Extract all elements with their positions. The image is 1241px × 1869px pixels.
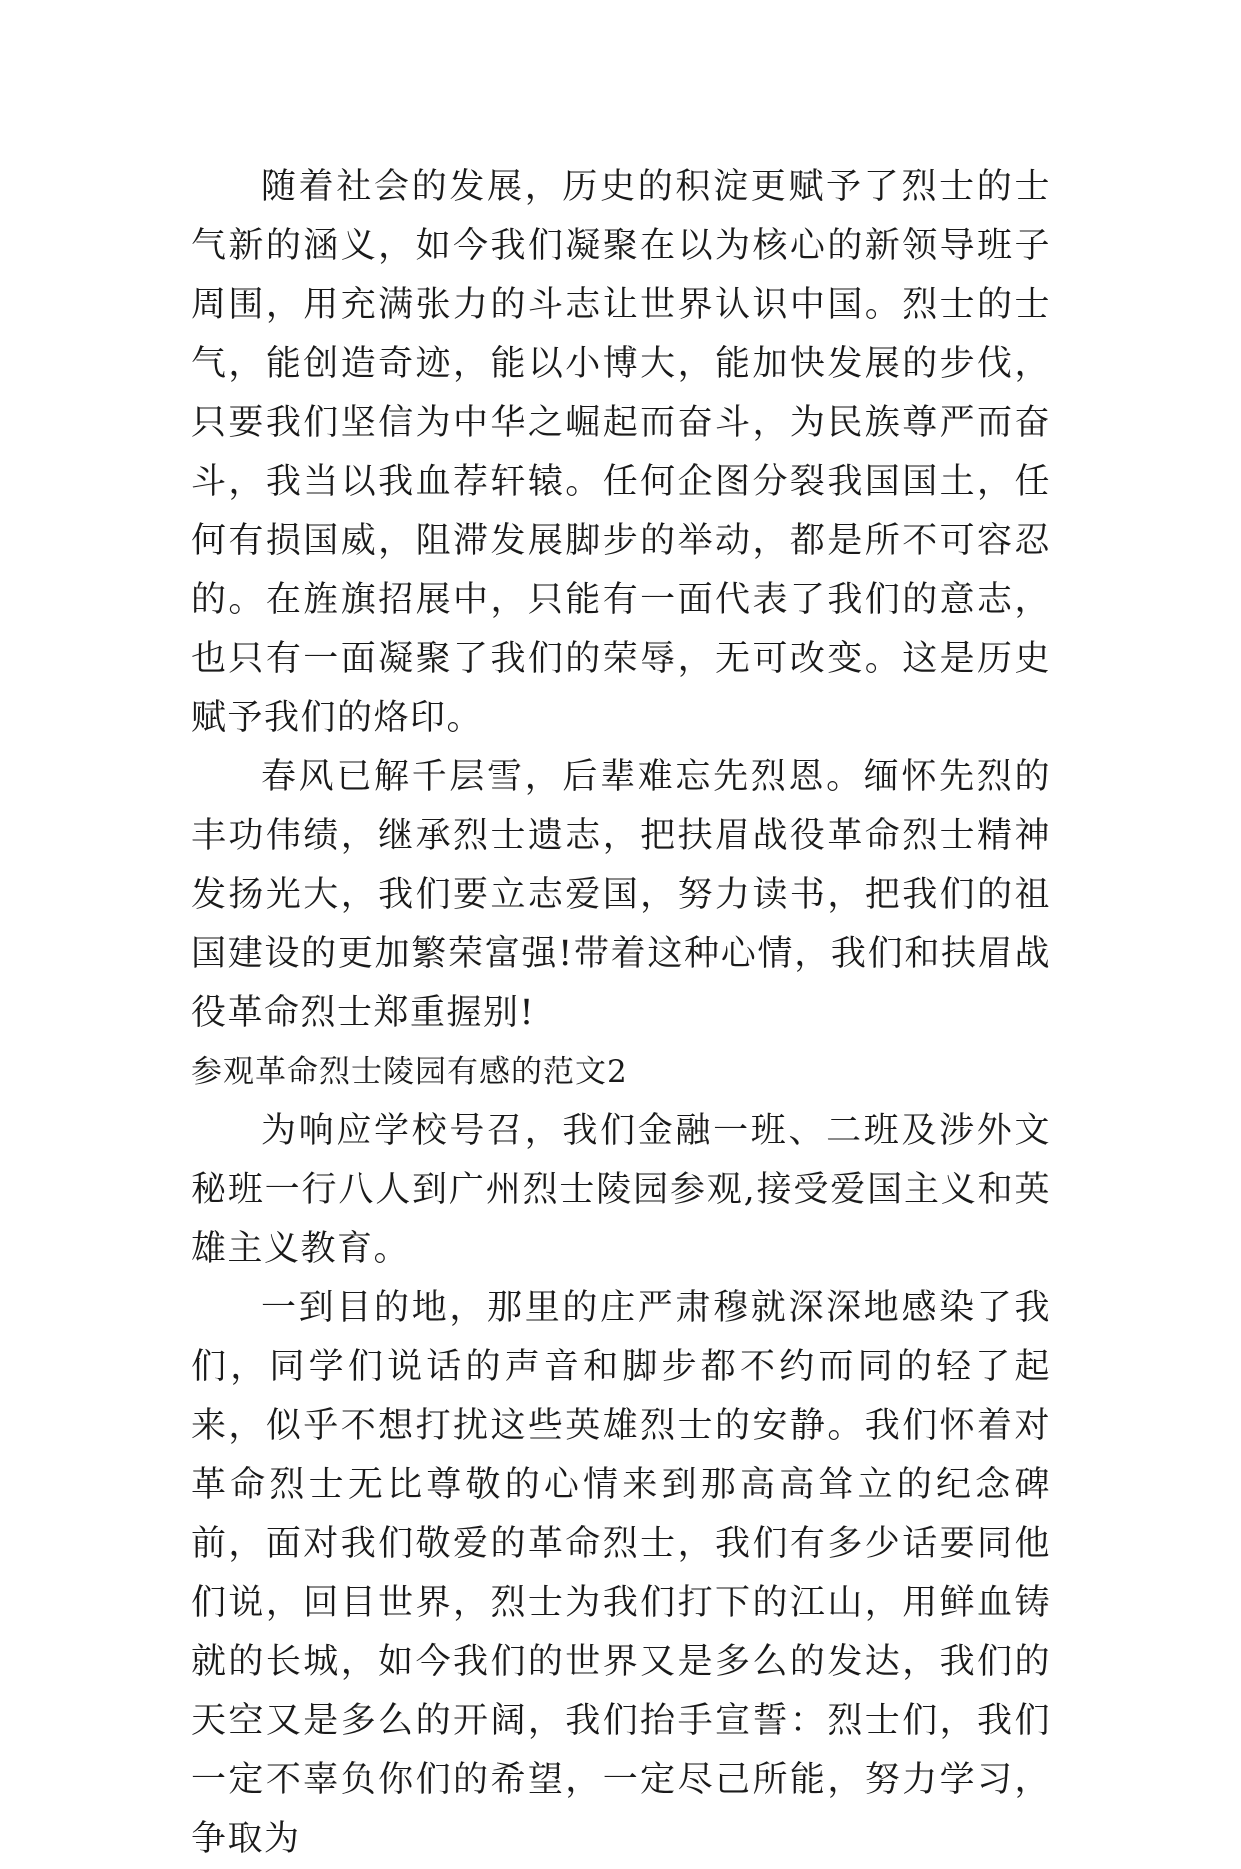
paragraph-farewell-to-martyrs: 春风已解千层雪，后辈难忘先烈恩。缅怀先烈的丰功伟绩，继承烈士遗志，把扶眉战役革命烈士精神发扬光大，我们要立志爱国，努力读书，把我们的祖国建设的更加繁荣富强!带着这种心情，我们和扶眉战役革命烈士郑重握别! <box>191 757 1051 1033</box>
section-heading: 参观革命烈士陵园有感的范文2 <box>191 1054 628 1090</box>
paragraph-heritage-of-martyrs: 随着社会的发展，历史的积淀更赋予了烈士的士气新的涵义，如今我们凝聚在以为核心的新领导班子周围，用充满张力的斗志让世界认识中国。烈士的士气，能创造奇迹，能以小博大，能加快发展的步伐，只要我们坚信为中华之崛起而奋斗，为民族尊严而奋斗，我当以我血荐轩辕。任何企图分裂我国国土，任何有损国威，阻滞发展脚步的举动，都是所不可容忍的。在旌旗招展中，只能有一面代表了我们的意志，也只有一面凝聚了我们的荣辱，无可改变。这是历史赋予我们的烙印。 <box>191 167 1051 738</box>
paragraph-school-visit: 为响应学校号召，我们金融一班、二班及涉外文秘班一行八人到广州烈士陵园参观,接受爱国主义和英雄主义教育。 <box>191 1111 1051 1269</box>
paragraph-monument-oath: 一到目的地，那里的庄严肃穆就深深地感染了我们，同学们说话的声音和脚步都不约而同的轻了起来，似乎不想打扰这些英雄烈士的安静。我们怀着对革命烈士无比尊敬的心情来到那高高耸立的纪念碑前，面对我们敬爱的革命烈士，我们有多少话要同他们说，回目世界，烈士为我们打下的江山，用鲜血铸就的长城，如今我们的世界又是多么的发达，我们的天空又是多么的开阔，我们抬手宣誓：烈士们，我们一定不辜负你们的希望，一定尽己所能，努力学习，争取为 <box>191 1288 1051 1859</box>
document-body <box>191 158 1051 1869</box>
